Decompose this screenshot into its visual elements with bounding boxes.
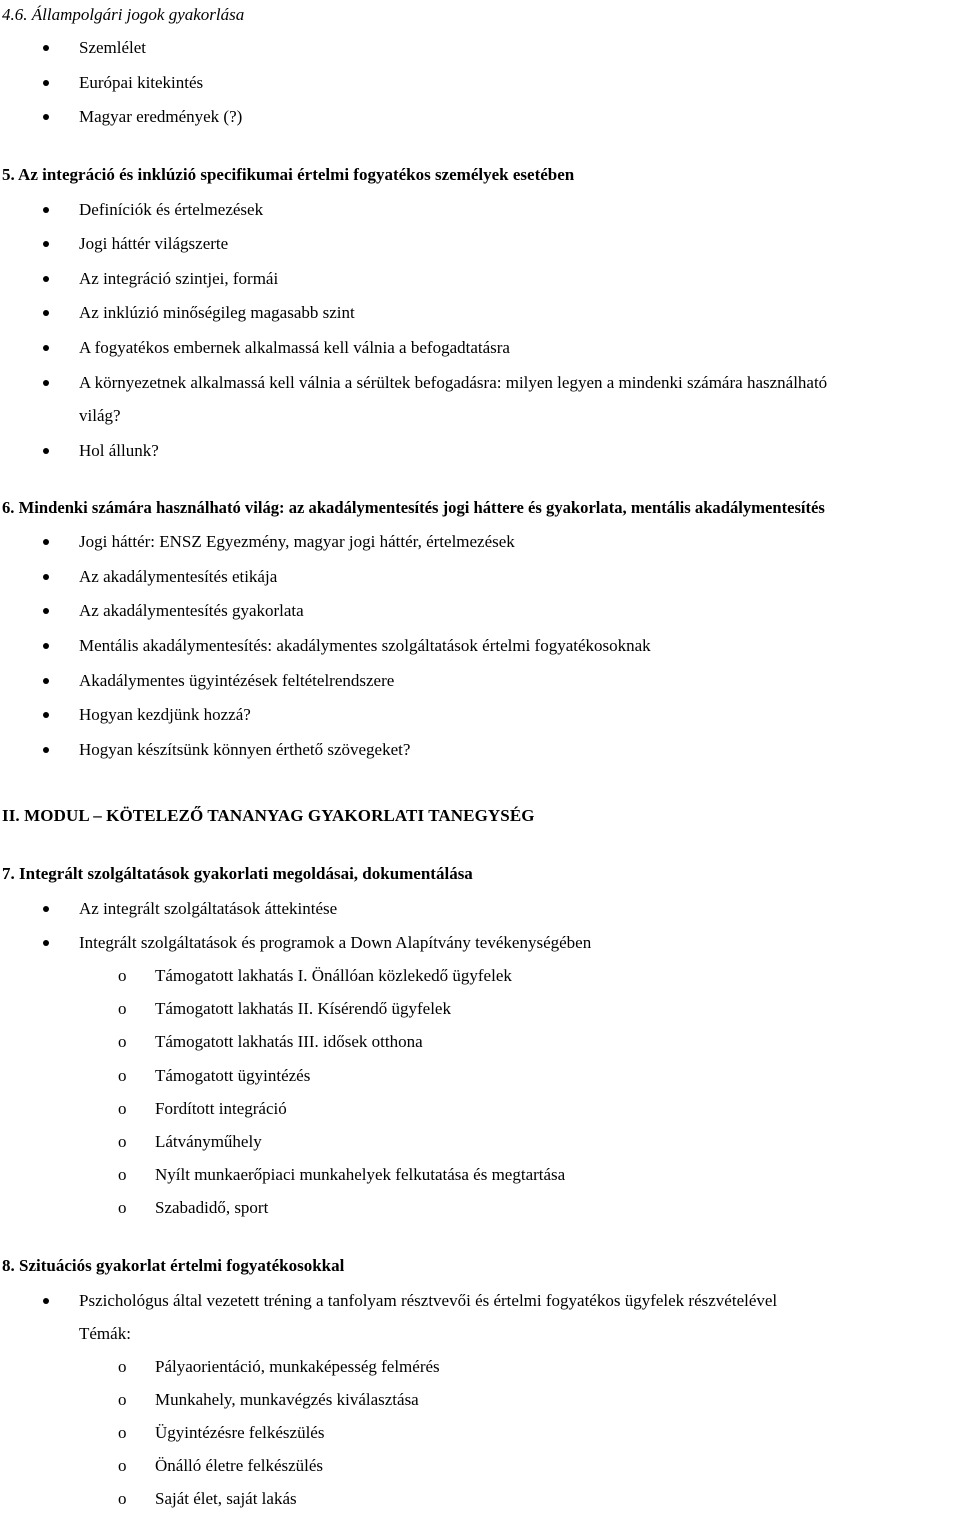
bullet-icon [43,712,49,718]
sub-list-item: Támogatott lakhatás III. idősek otthona [155,1032,423,1051]
sub-list-item: Munkahely, munkavégzés kiválasztása [155,1390,419,1409]
bullet-icon [43,80,49,86]
bullet-icon [43,114,49,120]
section-5-title: 5. Az integráció és inklúzió specifikumai értelmi fogyatékos személyek esetében [2,165,575,184]
bullet-icon [43,310,49,316]
sub-list-item: Pályaorientáció, munkaképesség felmérés [155,1357,440,1376]
list-item-continuation: világ? [79,406,121,425]
bullet-icon [43,241,49,247]
bullet-icon [43,906,49,912]
sub-list-item: Ügyintézésre felkészülés [155,1423,325,1442]
list-item: Pszichológus által vezetett tréning a tanfolyam résztvevői és értelmi fogyatékos ügyfelek részvételével [79,1291,778,1310]
section-4-6-title: 4.6. Állampolgári jogok gyakorlása [2,5,245,24]
list-item: Mentális akadálymentesítés: akadálymentes szolgáltatások értelmi fogyatékosoknak [79,636,651,655]
list-item: Magyar eredmények (?) [79,107,243,126]
sub-list-item: Önálló életre felkészülés [155,1456,324,1475]
list-item: Hol állunk? [79,441,159,460]
bullet-icon [43,539,49,545]
sub-list-item: Látványműhely [155,1132,262,1151]
bullet-icon [43,678,49,684]
sub-list-item: Támogatott lakhatás II. Kísérendő ügyfelek [155,999,451,1018]
sub-bullet-icon: o [118,1066,127,1085]
list-item: Az inklúzió minőségileg magasabb szint [79,303,355,322]
sub-list-item: Szabadidő, sport [155,1198,269,1217]
sub-bullet-icon: o [118,1032,127,1051]
list-item: Hogyan készítsünk könnyen érthető szövegeket? [79,740,411,759]
bullet-icon [43,45,49,51]
list-item: Az integráció szintjei, formái [79,269,279,288]
bullet-icon [43,380,49,386]
sub-bullet-icon: o [118,1198,127,1217]
sub-bullet-icon: o [118,1489,127,1508]
module-title: II. MODUL – KÖTELEZŐ TANANYAG GYAKORLATI TANEGYSÉG [2,806,535,825]
bullet-icon [43,448,49,454]
bullet-icon [43,940,49,946]
sub-list-item: Fordított integráció [155,1099,287,1118]
topics-label: Témák: [79,1324,131,1343]
bullet-icon [43,747,49,753]
list-item: Jogi háttér világszerte [79,234,229,253]
sub-bullet-icon: o [118,999,127,1018]
sub-bullet-icon: o [118,1132,127,1151]
sub-bullet-icon: o [118,1165,127,1184]
list-item: Az akadálymentesítés etikája [79,567,278,586]
bullet-icon [43,207,49,213]
list-item: A fogyatékos embernek alkalmassá kell válnia a befogadtatásra [79,338,510,357]
sub-list-item: Saját élet, saját lakás [155,1489,297,1508]
bullet-icon [43,1298,49,1304]
sub-list-item: Támogatott lakhatás I. Önállóan közlekedő ügyfelek [155,966,512,985]
sub-bullet-icon: o [118,1390,127,1409]
sub-bullet-icon: o [118,966,127,985]
section-6-title: 6. Mindenki számára használható világ: az akadálymentesítés jogi háttere és gyakorlata, mentális akadálymentesítés [2,498,825,517]
list-item: Hogyan kezdjünk hozzá? [79,705,251,724]
bullet-icon [43,345,49,351]
list-item: Definíciók és értelmezések [79,200,264,219]
list-item: Az akadálymentesítés gyakorlata [79,601,304,620]
sub-bullet-icon: o [118,1357,127,1376]
list-item: Integrált szolgáltatások és programok a Down Alapítvány tevékenységében [79,933,592,952]
list-item: Jogi háttér: ENSZ Egyezmény, magyar jogi háttér, értelmezések [79,532,515,551]
sub-bullet-icon: o [118,1099,127,1118]
list-item: Szemlélet [79,38,147,57]
sub-list-item: Támogatott ügyintézés [155,1066,311,1085]
sub-list-item: Nyílt munkaerőpiaci munkahelyek felkutatása és megtartása [155,1165,566,1184]
bullet-icon [43,276,49,282]
list-item: Európai kitekintés [79,73,204,92]
list-item: Az integrált szolgáltatások áttekintése [79,899,338,918]
section-8-title: 8. Szituációs gyakorlat értelmi fogyatékosokkal [2,1256,345,1275]
sub-bullet-icon: o [118,1456,127,1475]
bullet-icon [43,608,49,614]
section-7-title: 7. Integrált szolgáltatások gyakorlati megoldásai, dokumentálása [2,864,473,883]
sub-bullet-icon: o [118,1423,127,1442]
bullet-icon [43,643,49,649]
list-item: A környezetnek alkalmassá kell válnia a sérültek befogadásra: milyen legyen a mindenki számára használható [79,373,828,392]
bullet-icon [43,574,49,580]
list-item: Akadálymentes ügyintézések feltételrendszere [79,671,395,690]
